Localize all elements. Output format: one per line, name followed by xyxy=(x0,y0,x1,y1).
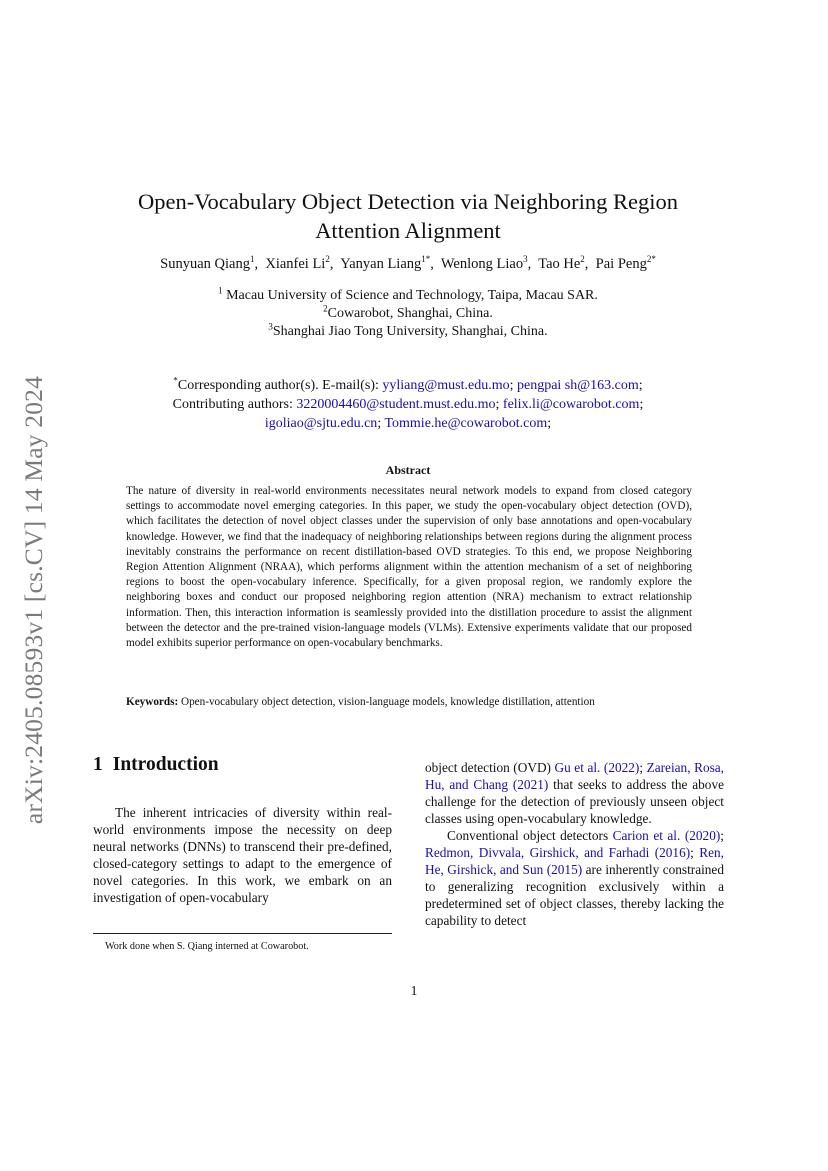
intro-paragraph xyxy=(425,827,724,929)
abstract-text: The nature of diversity in real-world environments necessitates neural network models to expand from closed category settings to accommodate novel emerging categories. In this paper, we study the open-vocabulary object detection (OVD), which facilitates the detection of novel object classes under the supervision of only base annotations and open-vocabulary knowledge. However, we find that the inadequacy of neighboring relationships between regions during the alignment process inevitably constrains the performance on recent distillation-based OVD strategies. To this end, we propose Neighboring Region Attention Alignment (NRAA), which performs alignment within the attention mechanism of a set of neighboring regions to boost the open-vocabulary inference. Specifically, for a given proposal region, we randomly explore the neighboring boxes and conduct our proposed neighboring region attention (NRA) mechanism to extract relationship information. Then, this interaction information is seamlessly provided into the distillation procedure to assist the alignment between the detector and the pre-trained vision-language models (VLMs). Extensive experiments validate that our proposed model exhibits superior performance on open-vocabulary benchmarks. xyxy=(126,485,692,650)
author-mark: 1 xyxy=(249,254,255,265)
email-link[interactable]: yyliang@must.edu.mo xyxy=(382,378,510,393)
footnote: Work done when S. Qiang interned at Cowarobot. xyxy=(105,941,309,952)
affiliation-mark: 3 xyxy=(268,321,273,332)
affiliation-mark: 1 xyxy=(218,285,223,296)
citation-link[interactable]: Gu et al. (2022) xyxy=(554,760,640,775)
author-list: Sunyuan Qiang$^1$, Xianfei Li$^2$, Yanyan Liang$^{1*}$, Wenlong Liao$^3$, Tao He$^2$, Pai Peng$^{2*}$ xyxy=(160,254,656,272)
author-mark: 2 xyxy=(325,254,330,265)
affiliation-text: Macau University of Science and Technology, Taipa, Macau SAR. xyxy=(222,288,598,303)
body-text: that seeks to address the above challenge for the detection of previously unseen object classes using open-vocabulary knowledge. xyxy=(425,777,724,826)
citation-link[interactable]: Ren, He, Girshick, and Sun (2015) xyxy=(425,845,724,877)
intro-left-column: The inherent intricacies of diversity within real-world environments impose the necessity on deep neural networks (DNNs) to transcend their pre-defined, closed-category settings to adapt to the emergence of novel categories. In this work, we embark on an investigation of open-vocabulary xyxy=(93,805,392,905)
affiliation-mark: 2 xyxy=(323,303,328,314)
body-text: object detection (OVD) xyxy=(425,760,555,775)
contributing-label: Contributing authors: xyxy=(172,397,297,412)
paper-title: Open-Vocabulary Object Detection via Neighboring Region Attention Alignment xyxy=(137,189,679,244)
arxiv-stamp: arXiv:2405.08593v1 [cs.CV] 14 May 2024 xyxy=(19,375,48,825)
body-text: ; xyxy=(639,760,647,775)
body-text: Conventional object detectors xyxy=(447,828,613,843)
keywords xyxy=(126,695,692,710)
author-name: Yanyan Liang xyxy=(340,256,422,272)
affiliation-list xyxy=(100,287,716,341)
author-name: Xianfei Li xyxy=(265,256,326,272)
author-mark: 2 xyxy=(580,254,585,265)
author-name: Sunyuan Qiang xyxy=(160,256,250,272)
citation-link[interactable]: Redmon, Divvala, Girshick, and Farhadi (2016) xyxy=(425,845,691,860)
email-link[interactable]: felix.li@cowarobot.com xyxy=(502,397,640,412)
email-link[interactable]: igoliao@sjtu.edu.cn xyxy=(264,416,378,431)
corresponding-mark: * xyxy=(173,375,178,386)
author-mark: 3 xyxy=(523,254,528,265)
page-number: 1 xyxy=(410,983,418,998)
abstract-heading: Abstract xyxy=(385,463,431,477)
author-mark: 1* xyxy=(421,254,431,265)
author-name: Wenlong Liao xyxy=(440,256,524,272)
affiliation xyxy=(100,305,716,323)
corresponding-label: Corresponding author(s). E-mail(s): xyxy=(177,378,383,393)
keywords-text: Open-vocabulary object detection, vision-language models, knowledge distillation, attention xyxy=(178,696,595,708)
citation-link[interactable]: Zareian, Rosa, Hu, and Chang (2021) xyxy=(425,760,724,792)
citation-link[interactable]: Carion et al. (2020) xyxy=(612,828,721,843)
email-link[interactable]: 3220004460@student.must.edu.mo xyxy=(296,397,496,412)
author-mark: 2* xyxy=(646,254,656,265)
affiliation-text: Cowarobot, Shanghai, China. xyxy=(327,306,493,321)
email-link[interactable]: pengpai sh@163.com xyxy=(516,378,639,393)
section-number: 1 xyxy=(93,754,103,775)
section-heading xyxy=(93,754,219,776)
affiliation-text: Shanghai Jiao Tong University, Shanghai, China. xyxy=(272,324,548,339)
footnote-rule xyxy=(93,933,392,934)
intro-paragraph xyxy=(425,759,724,827)
email-link[interactable]: Tommie.he@cowarobot.com xyxy=(384,416,548,431)
body-text: ; xyxy=(690,845,700,860)
section-title: Introduction xyxy=(112,754,219,775)
body-text: are inherently constrained to generalizing recognition exclusively within a predetermined set of object classes, thereby lacking the capability to detect xyxy=(425,862,724,928)
keywords-label: Keywords: xyxy=(126,696,179,708)
author-name: Pai Peng xyxy=(595,256,647,272)
author-name: Tao He xyxy=(538,256,581,272)
intro-right-column xyxy=(425,759,724,929)
affiliation xyxy=(100,323,716,341)
body-text: ; xyxy=(720,828,724,843)
affiliation xyxy=(100,287,716,305)
contact-block: *Corresponding author(s). E-mail(s): yyliang@must.edu.mo; pengpai sh@163.com; Contributing authors: 3220004460@student.must.edu.mo; felix.li@cowarobot.com; igoliao@sjtu.edu.cn; Tommie.he@cowarobot.com; xyxy=(172,375,644,431)
